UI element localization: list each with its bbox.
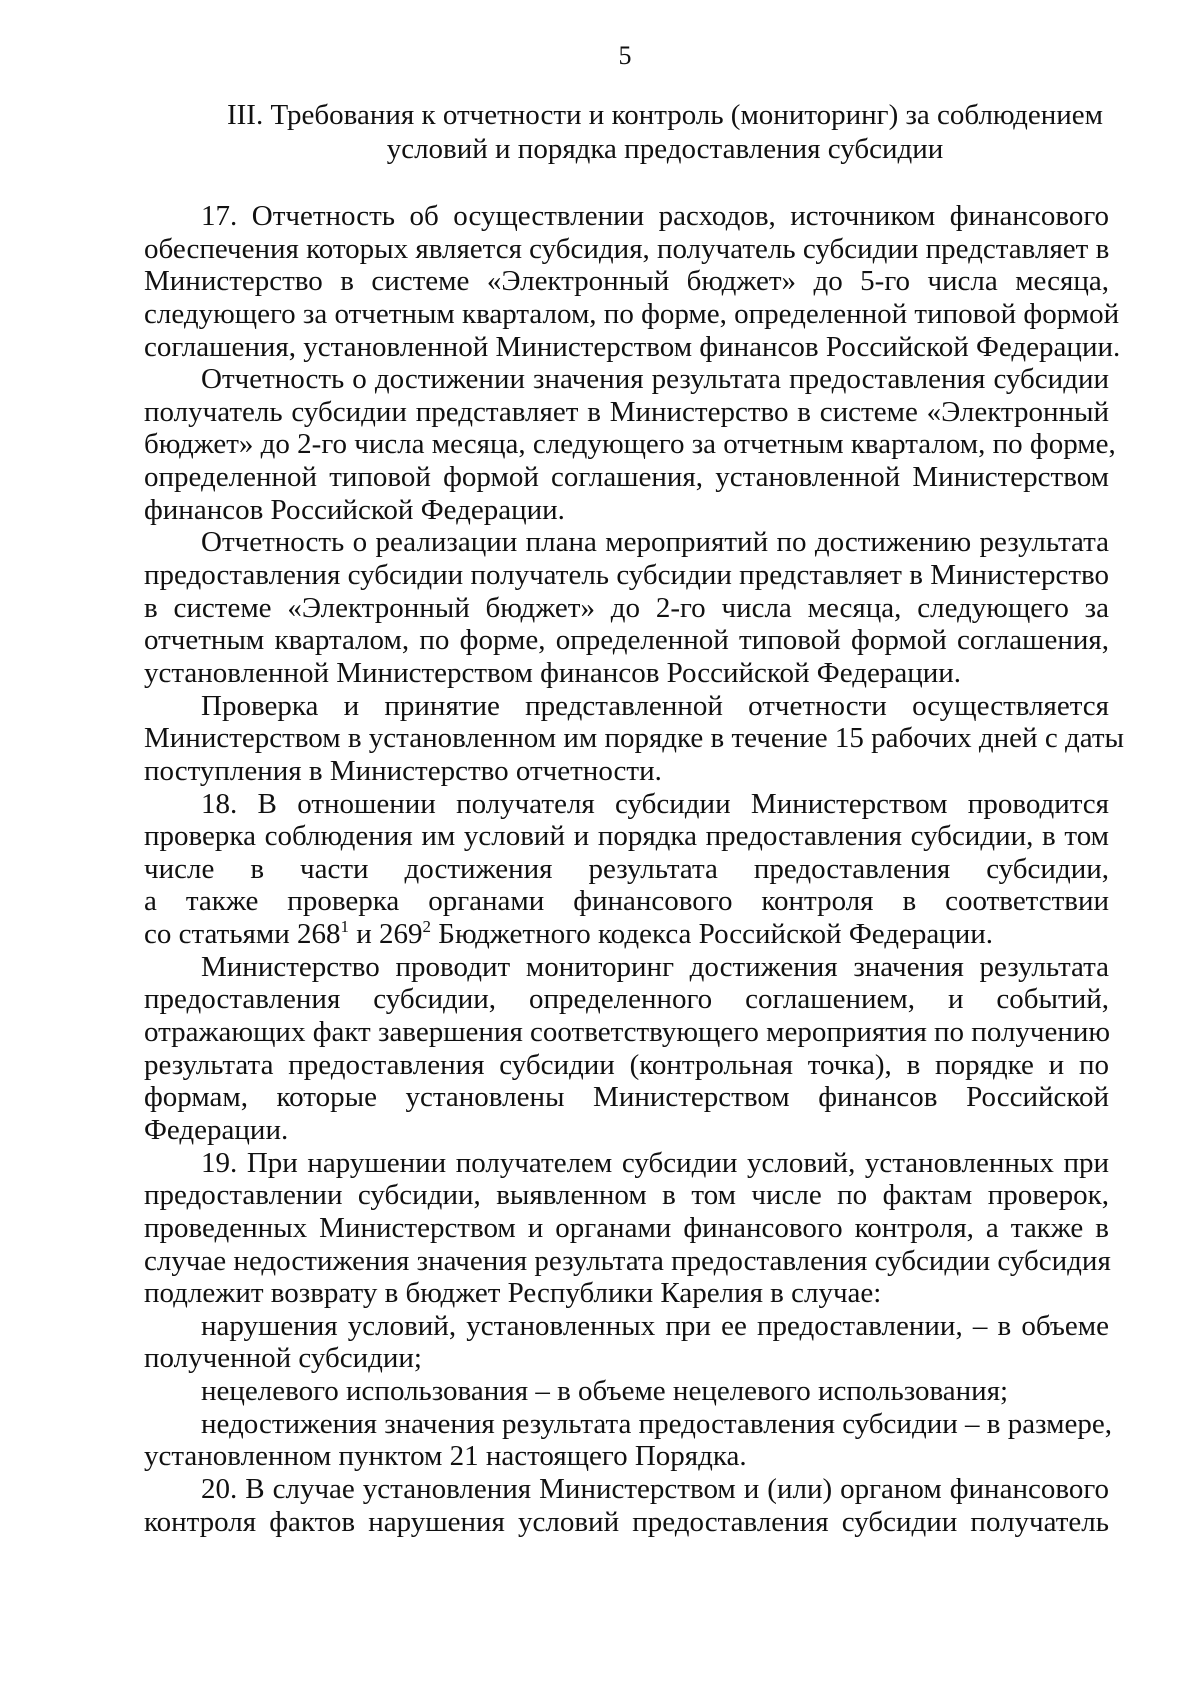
text-line: недостижения значения результата предоставления субсидии – в размере, <box>201 1407 1112 1440</box>
paragraph-17 <box>144 200 1121 363</box>
text-line: 19. При нарушении получателем субсидии условий, установленных при <box>201 1146 1109 1179</box>
text-line: подлежит возврату в бюджет Республики Карелия в случае: <box>144 1277 882 1310</box>
text-line: получатель субсидии представляет в Министерство в системе «Электронный <box>144 395 1109 428</box>
text-line-with-footnotes <box>144 918 1109 951</box>
text-line: поступления в Министерство отчетности. <box>144 754 662 787</box>
paragraph-misuse-case <box>144 1375 1109 1408</box>
text-line: соглашения, установленной Министерством финансов Российской Федерации. <box>144 330 1121 363</box>
text-line: полученной субсидии; <box>144 1342 422 1375</box>
page-number: 5 <box>618 41 632 70</box>
text-line: формам, которые установлены Министерством финансов Российской <box>144 1081 1109 1114</box>
text-fragment: и 269 <box>349 918 423 951</box>
text-line: обеспечения которых является субсидия, получатель субсидии представляет в <box>144 232 1110 265</box>
text-line: Проверка и принятие представленной отчетности осуществляется <box>201 689 1109 722</box>
paragraph-monitoring <box>144 951 1109 1147</box>
text-line: контроля фактов нарушения условий предоставления субсидии получатель <box>144 1505 1109 1538</box>
text-line: Министерство в системе «Электронный бюджет» до 5-го числа месяца, <box>144 265 1109 298</box>
superscript: 1 <box>340 917 350 937</box>
text-line: финансов Российской Федерации. <box>144 493 565 526</box>
text-fragment: со статьями 268 <box>144 918 341 951</box>
text-line: 20. В случае установления Министерством и (или) органом финансового <box>201 1472 1109 1505</box>
superscript: 2 <box>422 917 432 937</box>
text-line: нарушения условий, установленных при ее предоставлении, – в объеме <box>201 1309 1109 1342</box>
text-line: Федерации. <box>144 1113 289 1146</box>
text-line: Министерство проводит мониторинг достижения значения результата <box>201 950 1109 983</box>
paragraph-nonachievement-case <box>144 1407 1112 1473</box>
section-heading-line-2: условий и порядка предоставления субсидии <box>386 133 944 165</box>
text-line: отражающих факт завершения соответствующего мероприятия по получению <box>144 1016 1111 1049</box>
text-line: случае недостижения значения результата предоставления субсидии субсидия <box>144 1244 1111 1277</box>
document-body <box>144 200 1124 1538</box>
paragraph-violation-case <box>144 1310 1109 1375</box>
text-line: в системе «Электронный бюджет» до 2-го числа месяца, следующего за <box>144 591 1109 624</box>
text-line: проверка соблюдения им условий и порядка предоставления субсидии, в том <box>144 820 1109 853</box>
section-heading-line-1: III. Требования к отчетности и контроль (мониторинг) за соблюдением <box>226 99 1104 131</box>
paragraph-report-check <box>144 689 1124 788</box>
text-line: нецелевого использования – в объеме нецелевого использования; <box>201 1375 1009 1408</box>
text-line: установленной Министерством финансов Российской Федерации. <box>144 656 962 689</box>
text-line: результата предоставления субсидии (контрольная точка), в порядке и по <box>144 1048 1109 1081</box>
paragraph-18 <box>144 788 1109 951</box>
text-line: Отчетность о достижении значения результата предоставления субсидии <box>201 363 1109 396</box>
paragraph-result-report <box>144 363 1116 526</box>
text-line: установленном пунктом 21 настоящего Порядка. <box>144 1440 747 1473</box>
text-line: определенной типовой формой соглашения, установленной Министерством <box>144 461 1109 494</box>
text-line: Отчетность о реализации плана мероприятий по достижению результата <box>201 526 1109 559</box>
text-line: числе в части достижения результата предоставления субсидии, <box>144 852 1109 885</box>
text-line: а также проверка органами финансового контроля в соответствии <box>144 885 1109 918</box>
section-heading <box>180 98 1150 166</box>
text-line: бюджет» до 2-го числа месяца, следующего за отчетным кварталом, по форме, <box>144 428 1116 461</box>
paragraph-19 <box>144 1147 1109 1310</box>
text-line: предоставлении субсидии, выявленном в том числе по фактам проверок, <box>144 1179 1109 1212</box>
text-line: 17. Отчетность об осуществлении расходов, источником финансового <box>201 200 1109 232</box>
text-line: следующего за отчетным кварталом, по форме, определенной типовой формой <box>144 297 1120 330</box>
text-line: отчетным кварталом, по форме, определенной типовой формой соглашения, <box>144 624 1109 657</box>
text-line: предоставления субсидии, определенного соглашением, и событий, <box>144 983 1109 1016</box>
text-fragment: Бюджетного кодекса Российской Федерации. <box>431 918 994 951</box>
text-line: предоставления субсидии получатель субсидии представляет в Министерство <box>144 559 1109 592</box>
text-line: 18. В отношении получателя субсидии Министерством проводится <box>201 787 1109 820</box>
paragraph-20 <box>144 1473 1109 1538</box>
text-line: проведенных Министерством и органами финансового контроля, а также в <box>144 1211 1109 1244</box>
paragraph-plan-report <box>144 526 1109 689</box>
text-line: Министерством в установленном им порядке в течение 15 рабочих дней с даты <box>144 722 1124 755</box>
